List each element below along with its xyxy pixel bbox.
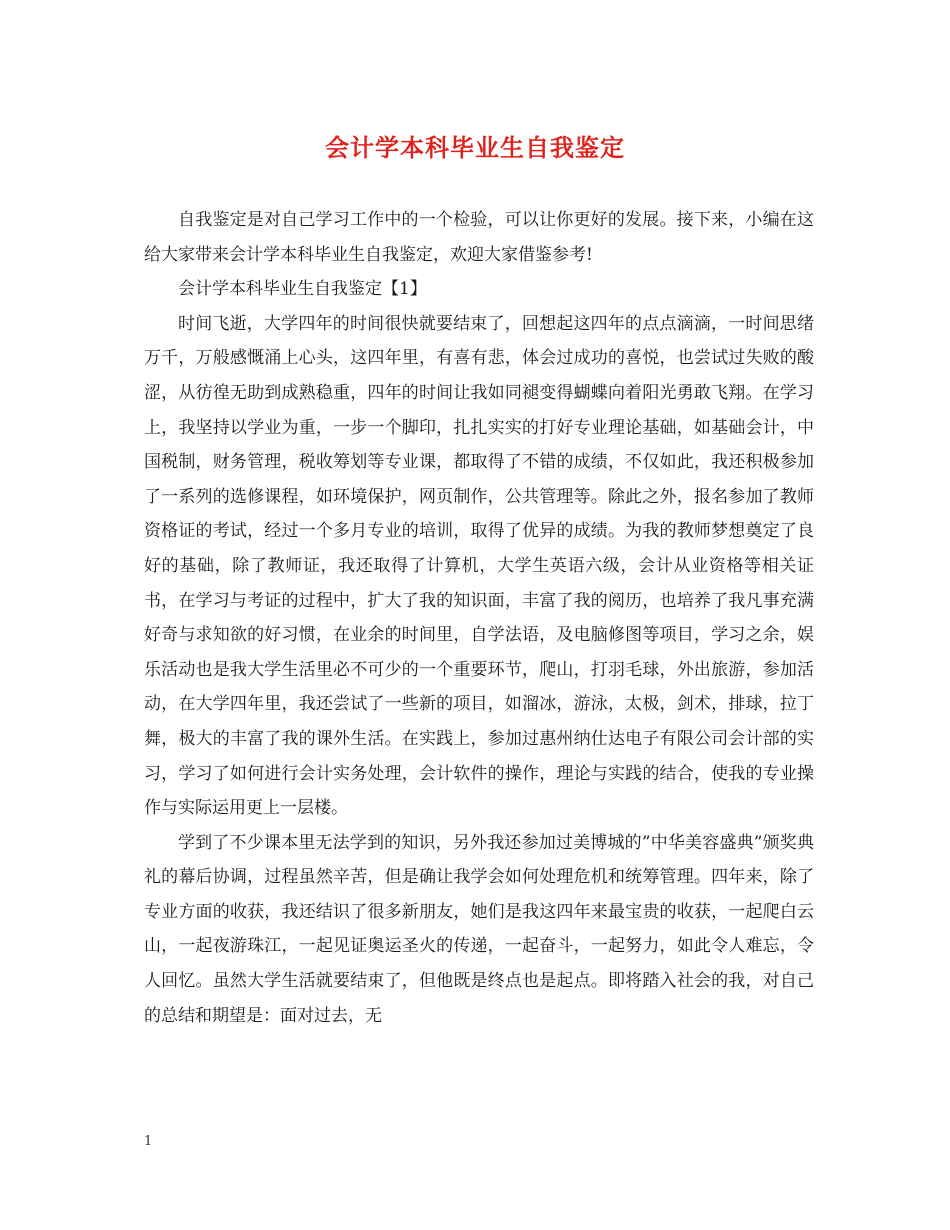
body-paragraph: 时间飞逝，大学四年的时间很快就要结束了，回想起这四年的点点滴滴，一时间思绪万千，万般感慨涌上心头，这四年里，有喜有悲，体会过成功的喜悦，也尝试过失败的酸涩，从彷徨无助到成熟稳重，四年的时间让我如同褪变得蝴蝶向着阳光勇敢飞翔。在学习上，我坚持以学业为重，一步一个脚印，扎扎实实的打好专业理论基础，如基础会计，中国税制，财务管理，税收筹划等专业课，都取得了不错的成绩，不仅如此，我还积极参加了一系列的选修课程，如环境保护，网页制作，公共管理等。除此之外，报名参加了教师资格证的考试，经过一个多月专业的培训，取得了优异的成绩。为我的教师梦想奠定了良好的基础，除了教师证，我还取得了计算机，大学生英语六级，会计从业资格等相关证书，在学习与考证的过程中，扩大了我的知识面，丰富了我的阅历，也培养了我凡事充满好奇与求知欲的好习惯，在业余的时间里，自学法语，及电脑修图等项目，学习之余，娱乐活动也是我大学生活里必不可少的一个重要环节，爬山，打羽毛球，外出旅游，参加活动，在大学四年里，我还尝试了一些新的项目，如溜冰，游泳，太极，剑术，排球，拉丁舞，极大的丰富了我的课外生活。在实践上，参加过惠州纳仕达电子有限公司会计部的实习，学习了如何进行会计实务处理，会计软件的操作，理论与实践的结合，使我的专业操作与实际运用更上一层楼。 (144, 313, 814, 819)
body-paragraph: 学到了不少课本里无法学到的知识，另外我还参加过美博城的”中华美容盛典”颁奖典礼的幕后协调，过程虽然辛苦，但是确让我学会如何处理危机和统筹管理。四年来，除了专业方面的收获，我还结识了很多新朋友，她们是我这四年来最宝贵的收获，一起爬白云山，一起夜游珠江，一起见证奥运圣火的传递，一起奋斗，一起努力，如此令人难忘，令人回忆。虽然大学生活就要结束了，但他既是终点也是起点。即将踏入社会的我，对自己的总结和期望是：面对过去，无 (144, 832, 814, 1026)
page-number: 1 (144, 1134, 153, 1149)
intro-paragraph: 自我鉴定是对自己学习工作中的一个检验，可以让你更好的发展。接下来，小编在这给大家带来会计学本科毕业生自我鉴定，欢迎大家借鉴参考! (144, 210, 814, 265)
document-body (144, 203, 814, 1033)
section-heading: 会计学本科毕业生自我鉴定【1】 (178, 279, 427, 300)
document-title: 会计学本科毕业生自我鉴定 (325, 133, 625, 162)
